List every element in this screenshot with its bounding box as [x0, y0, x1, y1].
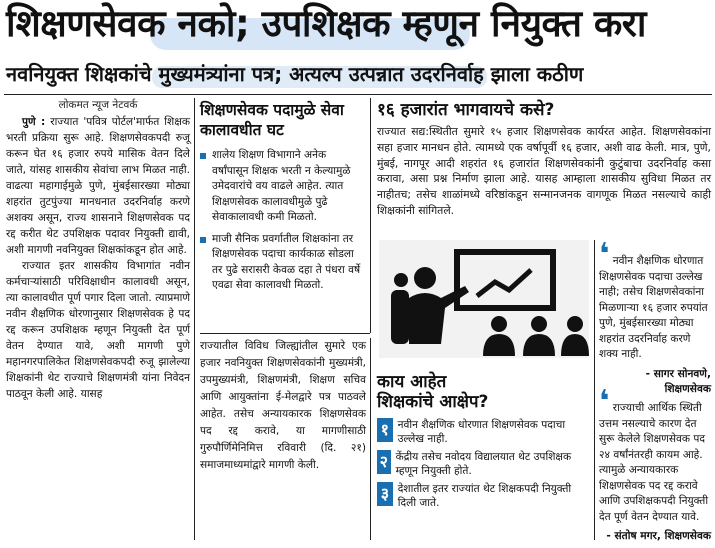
- column-divider: [370, 98, 371, 333]
- objection-number: ३: [377, 482, 393, 506]
- objection-item: [377, 418, 589, 446]
- box2-heading: १६ हजारांत भागवायचे कसे?: [377, 100, 555, 120]
- quote-mark-icon: ❛: [599, 384, 610, 419]
- objection-item: [377, 450, 589, 478]
- quote-1: [599, 237, 711, 398]
- subheadline: नवनियुक्त शिक्षकांचे मुख्यमंत्र्यांना पत्र; अत्यल्प उत्पन्नात उदरनिर्वाह झाला कठीण: [6, 62, 584, 86]
- box1-heading: शिक्षणसेवक पदामुळे सेवा कालावधीत घट: [200, 101, 344, 139]
- byline: लोकमत न्यूज नेटवर्क: [58, 99, 138, 111]
- objection-number: १: [377, 418, 393, 442]
- objections-box: [377, 372, 589, 514]
- box-16k: [377, 100, 711, 219]
- illustration: [379, 240, 589, 358]
- dateline: पुणे :: [22, 116, 46, 128]
- divider: [4, 94, 712, 95]
- column-divider: [194, 98, 195, 540]
- middle-bottom-text: राज्यातील विविध जिल्ह्यांतील सुमारे एक हजार नवनियुक्त शिक्षणसेवकांनी मुख्यमंत्री, उपमुख्यमंत्री, शिक्षणमंत्री, शिक्षण सचिव आणि आयुक्तांना ई-मेलद्वारे पत्र पाठवले आहेत. तसेच अन्यायकारक शिक्षणसेवक पद रद्द करावे, या मागणीसाठी गुरुपौर्णिमेनिमित्त रविवारी (दि. २१) समाजमाध्यमांद्वारे मागणी केली.: [200, 340, 366, 471]
- box-service-period: [200, 100, 365, 300]
- teacher-presentation-icon: [379, 240, 589, 358]
- main-paragraph-2: राज्यात इतर शासकीय विभागांत नवीन कर्मचाऱ्यांसाठी परिविक्षाधीन कालावधी असून, त्या कालावधीत पूर्ण पगार दिला जातो. त्याप्रमाणे नवीन शैक्षणिक धोरणानुसार शिक्षणसेवक हे पद रद्द करून उपशिक्षक म्हणून नियुक्ती देत पूर्ण वेतन देण्यात यावे, अशी मागणी पुणे महानगरपालिकेत शिक्षणसेवकपदी रुजू झालेल्या शिक्षकांनी थेट राज्याचे शिक्षणमंत्री यांना निवेदन पाठवून केली आहे. यासह: [6, 260, 190, 400]
- divider: [200, 333, 370, 334]
- box1-bullets: [200, 148, 365, 294]
- box2-text: राज्यात सद्य:स्थितीत सुमारे १५ हजार शिक्षणसेवक कार्यरत आहेत. शिक्षणसेवकांना सहा हजार मानधन होते. त्यामध्ये एक वर्षापूर्वी १६ हजार, अशी वाढ केली. मात्र, पुणे, मुंबई, नागपूर आदी शहरांत १६ हजारांत शिक्षणसेवकांनी कुटुंबाचा उदरनिर्वाह कसा करावा, असा प्रश्न निर्माण झाला आहे. यासह आम्हाला शासकीय सुविधा मिळत तर नाहीतच; तसेच शाळांमध्ये वरिष्ठांकडून सन्मानजनक वागणूक मिळत नसल्याचे काही शिक्षकांनी सांगितले.: [377, 125, 711, 217]
- objection-text: केंद्रीय तसेच नवोदय विद्यालयात थेट उपशिक्षक म्हणून नियुक्ती होते.: [395, 451, 572, 477]
- objection-item: [377, 482, 589, 510]
- headline: शिक्षणसेवक नको; उपशिक्षक म्हणून नियुक्त करा: [6, 2, 646, 45]
- quote-2: [599, 384, 711, 545]
- column-divider: [594, 240, 595, 540]
- box1-bullet: शालेय शिक्षण विभागाने अनेक वर्षांपासून शिक्षक भरती न केल्यामुळे उमेदवारांचे वय वाढले आहेत. त्यात शिक्षणसेवक कालावधीमुळे पुढे सेवाकालावधी कमी मिळतो.: [200, 148, 365, 226]
- objections-heading-1: काय आहेत: [377, 372, 447, 392]
- main-paragraph-1: राज्यात 'पवित्र पोर्टल'मार्फत शिक्षक भरती प्रक्रिया सुरू आहे. शिक्षणसेवकपदी रुजू करून घेत १६ हजार रुपये मासिक वेतन दिले जाते, यांसह शासकीय सेवांचा लाभ मिळत नाही. वाढत्या महागाईमुळे पुणे, मुंबईसारख्या मोठ्या शहरांत तुटपुंज्या मानधनात उदरनिर्वाह करणे अशक्य असून, राज्य शासनाने शिक्षणसेवक पद रद्द करीत थेट उपशिक्षक पदावर नियुक्ती द्यावी, अशी मागणी नवनियुक्त शिक्षकांकडून होत आहे.: [6, 116, 190, 256]
- quote-1-body: नवीन शैक्षणिक धोरणात शिक्षणसेवक पदाचा उल्लेख नाही; तसेच शिक्षणसेवकांना मिळणाऱ्या १६ हजार रुपयांत पुणे, मुंबईसारख्या मोठ्या शहरांत उदरनिर्वाह करणे शक्य नाही.: [599, 255, 708, 360]
- objections-heading-2: शिक्षकांचे आक्षेप?: [377, 392, 489, 412]
- objections-list: [377, 418, 589, 510]
- quote-1-author: - सागर सोनवणे, शिक्षणसेवक: [645, 367, 711, 395]
- objection-text: देशातील इतर राज्यांत थेट शिक्षकपदी नियुक्ती दिली जाते.: [397, 483, 572, 509]
- quote-2-body: राज्याची आर्थिक स्थिती उत्तम नसल्याचे कारण देत सुरू केलेले शिक्षणसेवक पद २४ वर्षांनंतरही कायम आहे. त्यामुळे अन्यायकारक शिक्षणसेवक पद रद्द करावे आणि उपशिक्षकपदी नियुक्ती देत पूर्ण वेतन देण्यात यावे.: [599, 402, 709, 523]
- quote-2-author: - संतोष मगर, शिक्षणसेवक: [606, 530, 711, 542]
- quote-2-text: [599, 384, 711, 525]
- main-article-body: [6, 114, 190, 402]
- main-article: [6, 98, 190, 402]
- quote-mark-icon: ❛: [599, 237, 610, 272]
- box1-bullet: माजी सैनिक प्रवर्गातील शिक्षकांना तर शिक्षणसेवक पदाचा कार्यकाळ सोडला तर पुढे सरासरी केवळ दहा ते पंधरा वर्षे एवढा सेवा कालावधी मिळतो.: [200, 232, 365, 294]
- objection-number: २: [377, 450, 391, 474]
- quote-1-text: [599, 237, 711, 363]
- column-divider: [370, 338, 371, 540]
- objection-text: नवीन शैक्षणिक धोरणात शिक्षणसेवक पदाचा उल्लेख नाही.: [397, 419, 566, 445]
